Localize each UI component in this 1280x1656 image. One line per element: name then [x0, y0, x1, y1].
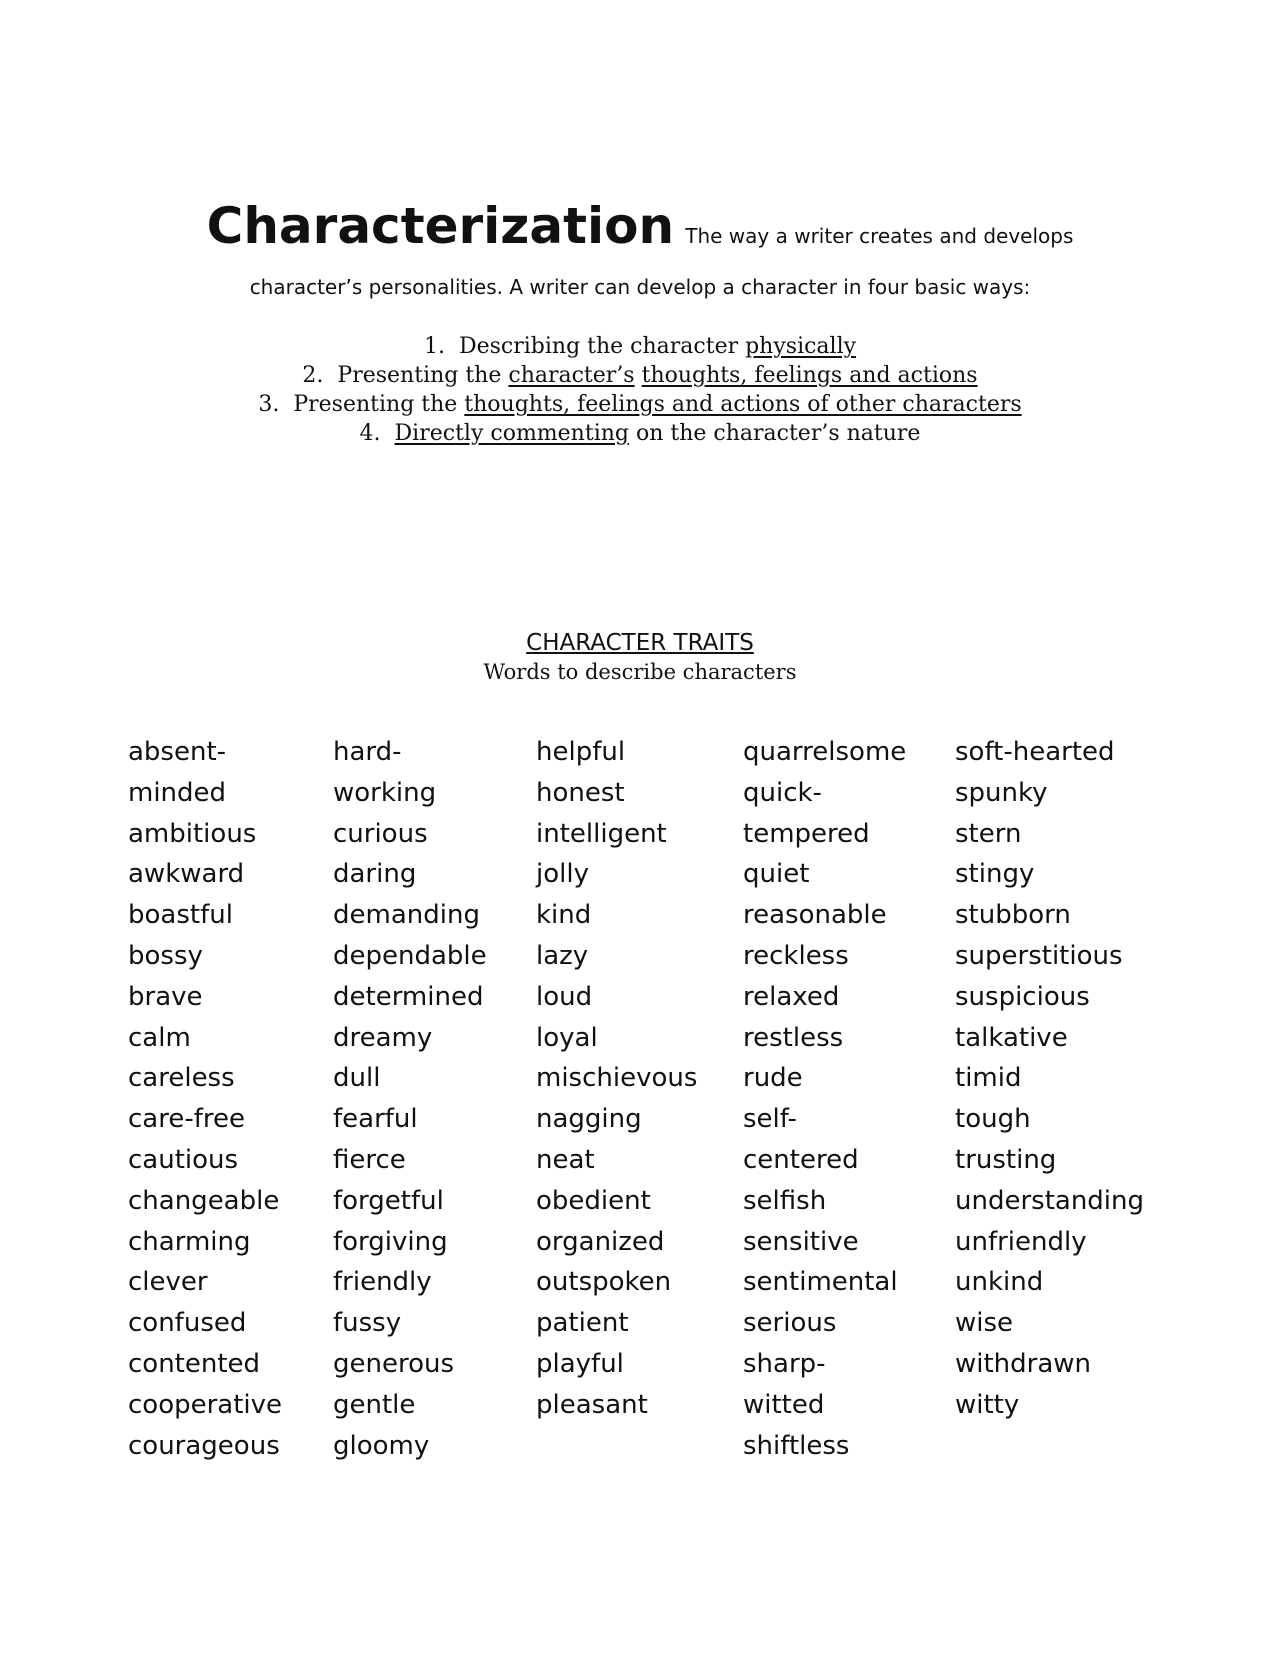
ways-text: Presenting the	[293, 392, 465, 417]
ways-text: Presenting the	[337, 363, 509, 388]
trait-word: withdrawn	[955, 1348, 1092, 1379]
trait-word: care-free	[128, 1104, 245, 1135]
trait-word: trusting	[955, 1144, 1057, 1175]
trait-word: nagging	[536, 1104, 642, 1135]
trait-word: talkative	[955, 1022, 1068, 1053]
ways-item	[120, 332, 1160, 361]
trait-word: wise	[955, 1308, 1014, 1339]
trait-word: forgiving	[333, 1226, 448, 1257]
trait-word: patient	[536, 1308, 629, 1339]
trait-word: superstitious	[955, 940, 1123, 971]
traits-header	[0, 628, 1280, 686]
trait-word: unfriendly	[955, 1226, 1087, 1257]
ways-underlined: thoughts, feelings and actions of other characters	[464, 392, 1022, 417]
trait-word: loyal	[536, 1022, 598, 1053]
trait-word: intelligent	[536, 818, 667, 849]
trait-word: relaxed	[743, 981, 840, 1012]
ways-number: 1.	[423, 334, 445, 359]
ways-underlined: character’s	[508, 363, 635, 388]
trait-word: mischievous	[536, 1063, 698, 1094]
trait-word: reasonable	[743, 900, 887, 931]
trait-word: sensitive	[743, 1226, 859, 1257]
trait-word: loud	[536, 981, 593, 1012]
trait-word: obedient	[536, 1185, 651, 1216]
trait-word: awkward	[128, 859, 245, 890]
trait-word: shiftless	[743, 1430, 850, 1461]
trait-word: organized	[536, 1226, 665, 1257]
trait-word: tempered	[743, 818, 870, 849]
trait-word: brave	[128, 981, 203, 1012]
trait-word: selfish	[743, 1185, 827, 1216]
definition-part2: character’s personalities. A writer can develop a character in four basic ways:	[249, 275, 1031, 299]
trait-word: rude	[743, 1063, 803, 1094]
ways-text: Describing the character	[458, 334, 746, 359]
trait-word: honest	[536, 777, 625, 808]
trait-word: playful	[536, 1348, 624, 1379]
page-title: Characterization	[206, 197, 675, 255]
traits-column	[128, 732, 282, 1466]
trait-word: serious	[743, 1308, 837, 1339]
trait-word: quiet	[743, 859, 810, 890]
trait-word: gloomy	[333, 1430, 430, 1461]
trait-word: ambitious	[128, 818, 257, 849]
traits-grid	[0, 732, 1280, 1472]
trait-word: charming	[128, 1226, 251, 1257]
trait-word: generous	[333, 1348, 455, 1379]
trait-word: restless	[743, 1022, 844, 1053]
traits-column	[536, 732, 697, 1426]
trait-word: fearful	[333, 1104, 418, 1135]
ways-list	[120, 332, 1160, 448]
trait-word: stingy	[955, 859, 1035, 890]
trait-word: lazy	[536, 940, 589, 971]
trait-word: clever	[128, 1267, 208, 1298]
trait-word: determined	[333, 981, 484, 1012]
trait-word: demanding	[333, 900, 480, 931]
trait-word: friendly	[333, 1267, 432, 1298]
traits-column	[955, 732, 1144, 1426]
ways-number: 3.	[258, 392, 280, 417]
trait-word: jolly	[536, 859, 589, 890]
trait-word: witty	[955, 1389, 1020, 1420]
ways-underlined: physically	[745, 334, 857, 359]
trait-word: bossy	[128, 940, 203, 971]
traits-subtitle: Words to describe characters	[483, 660, 797, 684]
trait-word: outspoken	[536, 1267, 672, 1298]
trait-word: contented	[128, 1348, 261, 1379]
trait-word: curious	[333, 818, 428, 849]
trait-word: cooperative	[128, 1389, 283, 1420]
trait-word: minded	[128, 777, 227, 808]
ways-number: 4.	[359, 421, 381, 446]
traits-title: CHARACTER TRAITS	[526, 630, 754, 656]
title-line	[120, 196, 1160, 268]
trait-word: careless	[128, 1063, 235, 1094]
ways-underlined: thoughts, feelings and actions	[641, 363, 978, 388]
ways-item	[120, 361, 1160, 390]
trait-word: stubborn	[955, 900, 1071, 931]
ways-text: on the character’s nature	[628, 421, 921, 446]
trait-word: courageous	[128, 1430, 280, 1461]
definition-part1: The way a writer creates and develops	[685, 224, 1074, 248]
trait-word: sentimental	[743, 1267, 898, 1298]
trait-word: witted	[743, 1389, 825, 1420]
trait-word: neat	[536, 1144, 595, 1175]
trait-word: spunky	[955, 777, 1048, 808]
trait-word: unkind	[955, 1267, 1044, 1298]
trait-word: stern	[955, 818, 1022, 849]
trait-word: timid	[955, 1063, 1022, 1094]
trait-word: reckless	[743, 940, 849, 971]
trait-word: soft-hearted	[955, 737, 1115, 767]
trait-word: confused	[128, 1308, 247, 1339]
trait-word: understanding	[955, 1185, 1145, 1216]
trait-word: absent-	[128, 737, 227, 767]
trait-word: helpful	[536, 737, 626, 767]
trait-word: dreamy	[333, 1022, 433, 1053]
ways-underlined: Directly commenting	[394, 421, 629, 446]
trait-word: dependable	[333, 940, 487, 971]
trait-word: suspicious	[955, 981, 1090, 1012]
trait-word: calm	[128, 1022, 191, 1053]
trait-word: pleasant	[536, 1389, 648, 1420]
trait-word: sharp-	[743, 1348, 826, 1379]
trait-word: hard-	[333, 737, 402, 767]
trait-word: quick-	[743, 777, 822, 808]
traits-column	[743, 732, 906, 1466]
trait-word: quarrelsome	[743, 737, 907, 767]
trait-word: cautious	[128, 1144, 239, 1175]
trait-word: forgetful	[333, 1185, 444, 1216]
trait-word: centered	[743, 1144, 859, 1175]
trait-word: self-	[743, 1104, 797, 1135]
trait-word: kind	[536, 900, 592, 931]
trait-word: gentle	[333, 1389, 416, 1420]
traits-column	[333, 732, 487, 1466]
trait-word: fussy	[333, 1308, 402, 1339]
trait-word: changeable	[128, 1185, 280, 1216]
trait-word: dull	[333, 1063, 381, 1094]
trait-word: working	[333, 777, 437, 808]
ways-text	[635, 363, 642, 388]
trait-word: daring	[333, 859, 417, 890]
ways-item	[120, 419, 1160, 448]
trait-word: tough	[955, 1104, 1031, 1135]
trait-word: boastful	[128, 900, 233, 931]
trait-word: fierce	[333, 1144, 406, 1175]
intro-section	[120, 196, 1160, 302]
ways-number: 2.	[302, 363, 324, 388]
ways-item	[120, 390, 1160, 419]
